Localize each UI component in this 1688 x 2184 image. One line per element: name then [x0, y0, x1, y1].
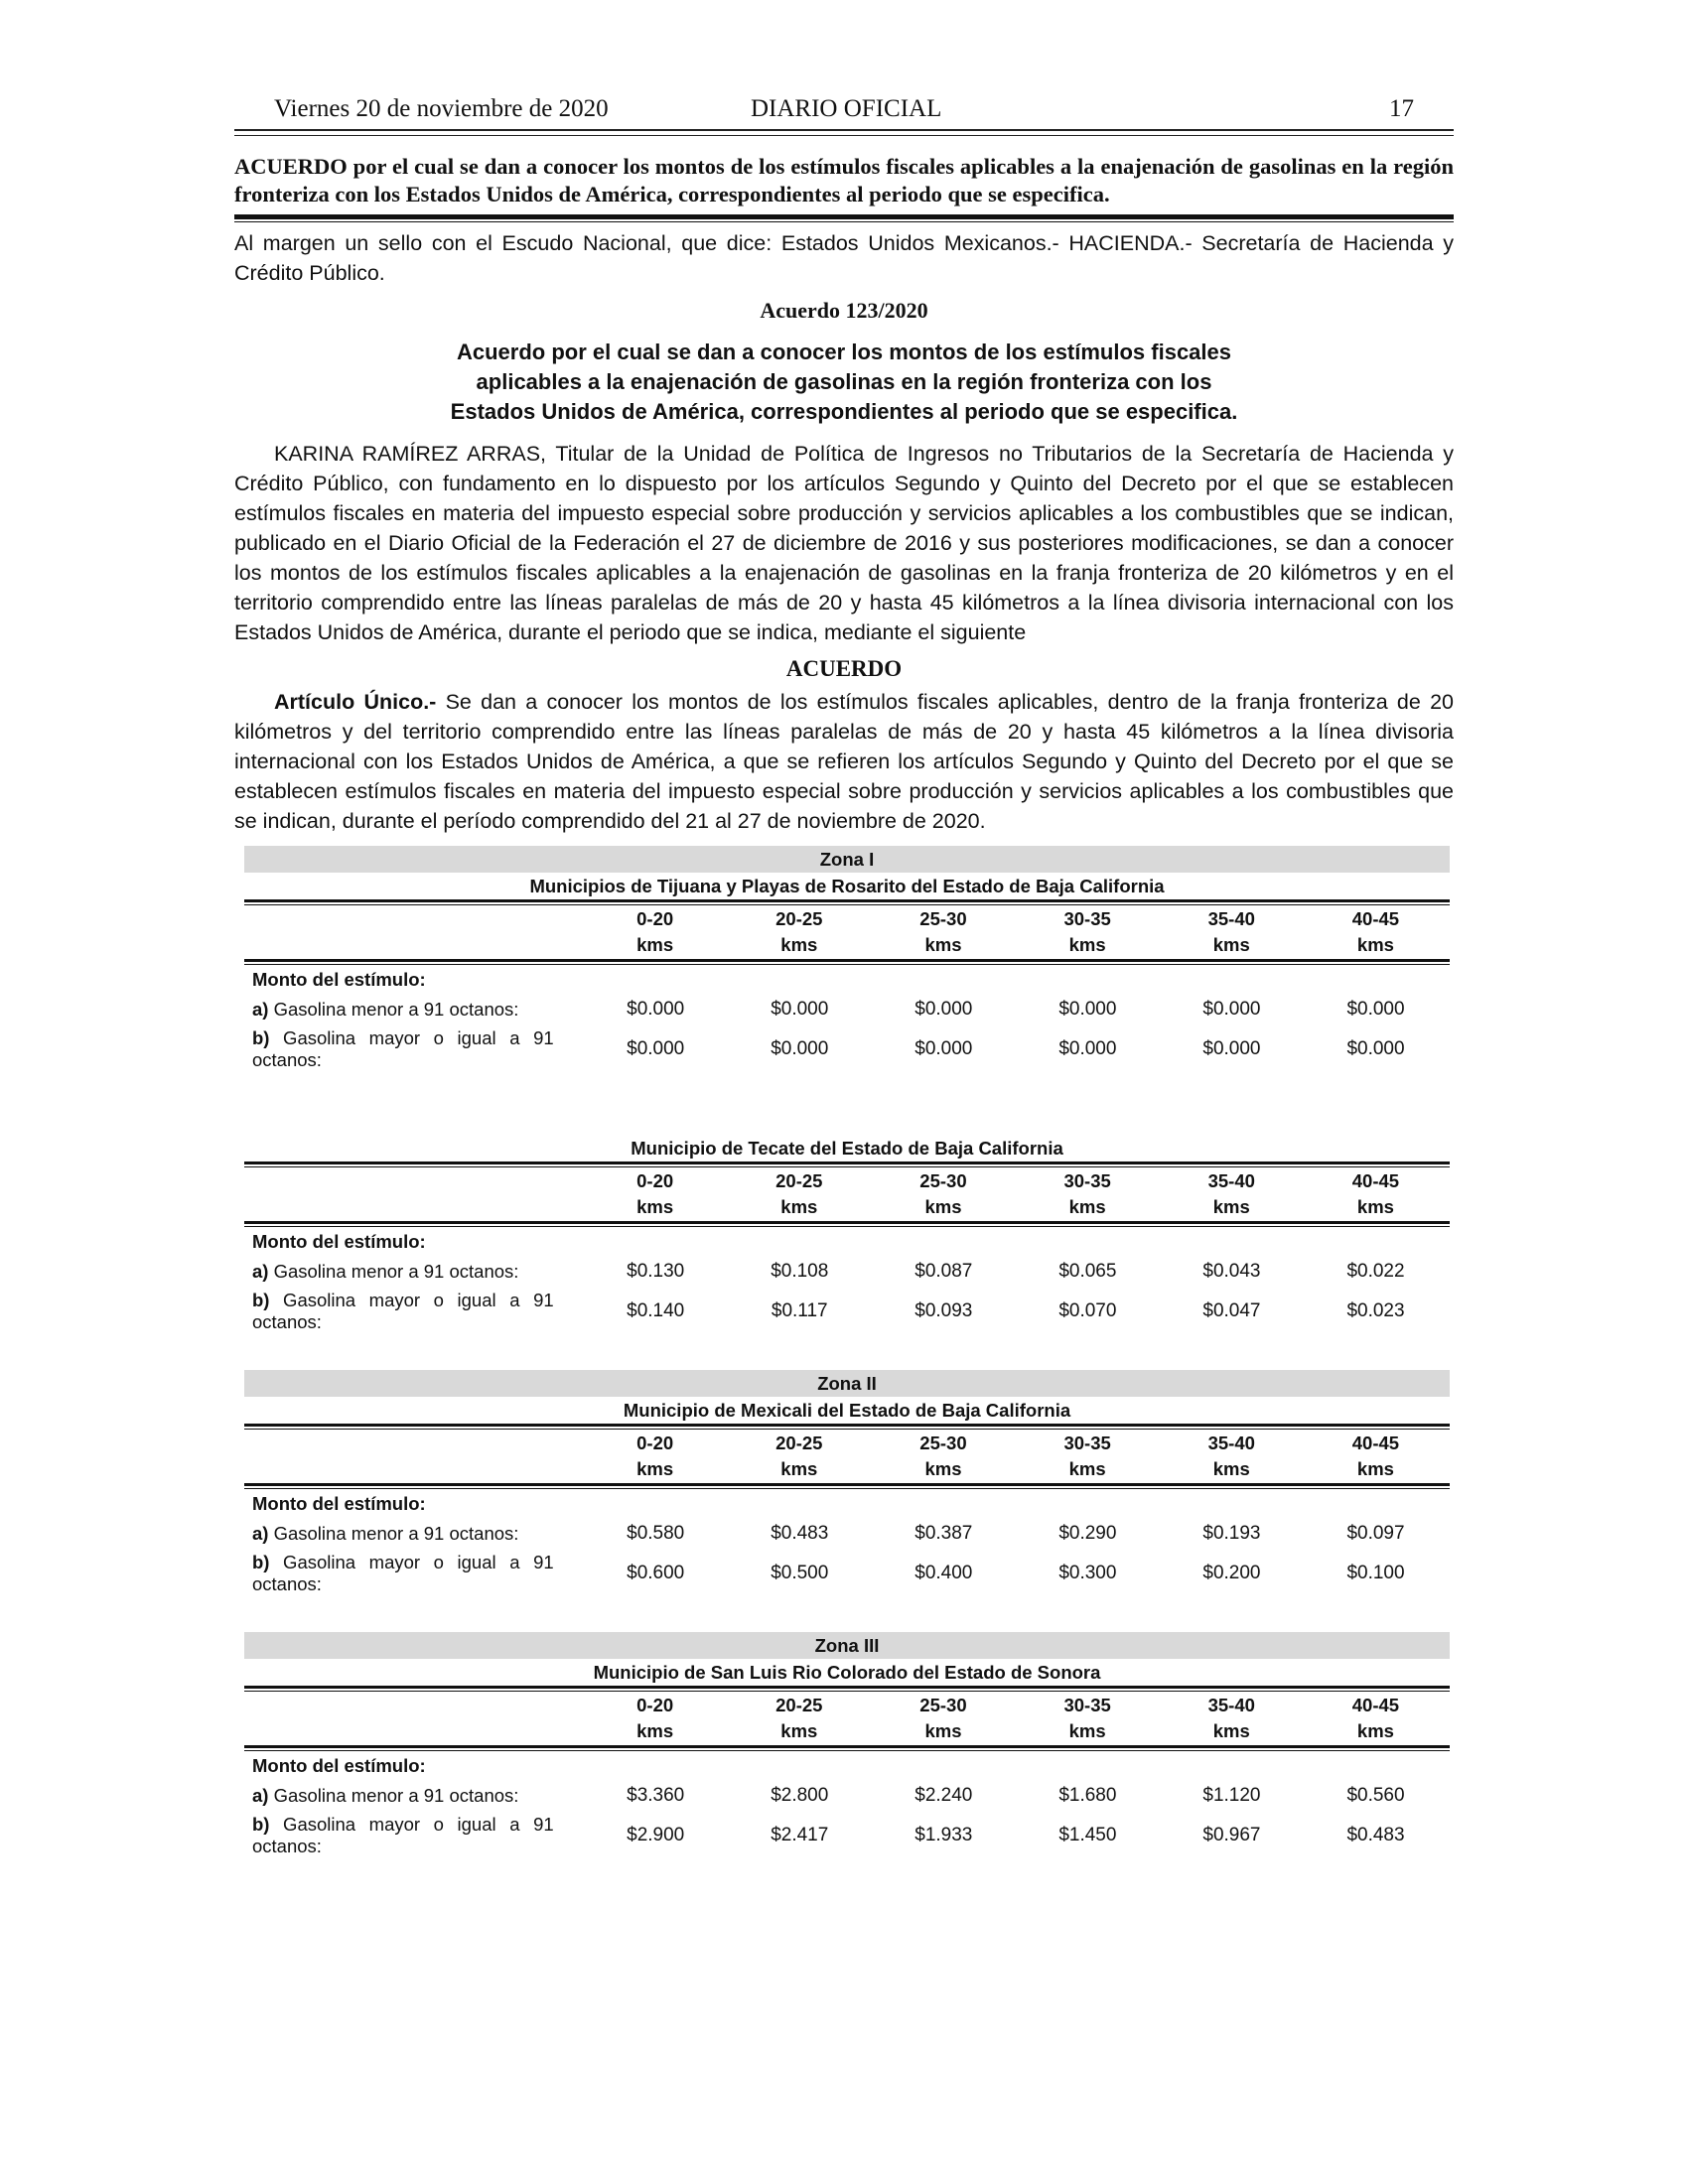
- table-rule: [244, 1483, 1450, 1486]
- column-range: 20-25: [775, 1695, 823, 1715]
- header-page-number: 17: [1389, 95, 1414, 122]
- articulo-unico: [234, 687, 1454, 836]
- row-label: [244, 1261, 586, 1283]
- column-range: 35-40: [1207, 1433, 1255, 1453]
- row-prefix: a): [252, 999, 269, 1020]
- table-cell: $0.130: [627, 1261, 685, 1282]
- column-unit: kms: [1356, 1458, 1394, 1479]
- table-rule: [244, 1424, 1450, 1427]
- column-header: [729, 1167, 869, 1221]
- table-cell: $0.000: [771, 999, 829, 1020]
- column-range: 25-30: [919, 1170, 967, 1191]
- row-prefix: a): [252, 1261, 269, 1282]
- table-cell: $0.290: [1058, 1523, 1117, 1544]
- header-spacer: [244, 1430, 585, 1483]
- table-cell: $0.000: [1058, 1038, 1117, 1059]
- table-cell: $3.360: [627, 1785, 685, 1806]
- row-text: Gasolina menor a 91 octanos:: [268, 999, 519, 1020]
- table-cell: $0.000: [627, 1038, 685, 1059]
- zone-label: Zona II: [244, 1370, 1450, 1397]
- column-range: 0-20: [636, 1695, 674, 1715]
- column-unit: kms: [636, 934, 674, 955]
- table-rule: [244, 1221, 1450, 1224]
- column-unit: kms: [924, 934, 962, 955]
- table-cell: $0.000: [771, 1038, 829, 1059]
- column-header: [1018, 1692, 1158, 1745]
- row-text: Gasolina menor a 91 octanos:: [268, 1785, 519, 1806]
- zone-label: Zona I: [244, 846, 1450, 873]
- column-range: 30-35: [1063, 1433, 1111, 1453]
- column-unit: kms: [780, 934, 818, 955]
- headline-rule-thin: [234, 221, 1454, 222]
- table-row: [244, 1257, 1450, 1287]
- monto-label: Monto del estímulo:: [252, 1231, 426, 1252]
- column-unit: kms: [1212, 1196, 1250, 1217]
- column-range: 25-30: [919, 908, 967, 929]
- column-header-row: [244, 1167, 1450, 1221]
- column-range: 35-40: [1207, 1170, 1255, 1191]
- municipality-title: Municipio de Mexicali del Estado de Baja California: [623, 1400, 1071, 1421]
- row-text: Gasolina mayor o igual a 91 octanos:: [252, 1027, 554, 1070]
- table-cell: $0.000: [914, 1038, 973, 1059]
- column-unit: kms: [1068, 1720, 1106, 1741]
- margin-note: Al margen un sello con el Escudo Nacional, que dice: Estados Unidos Mexicanos.- HACIENDA.- Secretaría de Hacienda y Crédito Público.: [234, 231, 1454, 285]
- column-range: 0-20: [636, 1170, 674, 1191]
- column-unit: kms: [1068, 1458, 1106, 1479]
- stimulus-table: [244, 1632, 1450, 1860]
- monto-label: Monto del estímulo:: [252, 1493, 426, 1514]
- table-cell: $2.800: [771, 1785, 829, 1806]
- row-label: [244, 1785, 586, 1807]
- row-prefix: a): [252, 1785, 269, 1806]
- table-cell: $0.580: [627, 1523, 685, 1544]
- column-header-row: [244, 1692, 1450, 1745]
- table-cell: $0.560: [1346, 1785, 1405, 1806]
- column-range: 40-45: [1351, 1170, 1400, 1191]
- column-unit: kms: [1212, 1720, 1250, 1741]
- table-cell: $1.680: [1058, 1785, 1117, 1806]
- table-cell: $0.093: [914, 1300, 973, 1321]
- column-unit: kms: [1212, 934, 1250, 955]
- headline-rule-thick: [234, 214, 1454, 219]
- column-header: [585, 1167, 725, 1221]
- column-range: 20-25: [775, 908, 823, 929]
- column-header: [1306, 1692, 1446, 1745]
- column-unit: kms: [1212, 1458, 1250, 1479]
- stimulus-table: [244, 1370, 1450, 1598]
- column-header: [873, 1430, 1013, 1483]
- column-header-row: [244, 905, 1450, 959]
- column-header: [729, 1430, 869, 1483]
- column-unit: kms: [636, 1196, 674, 1217]
- column-header: [1162, 1430, 1302, 1483]
- column-unit: kms: [924, 1458, 962, 1479]
- document-page: [234, 95, 1454, 1860]
- column-unit: kms: [780, 1196, 818, 1217]
- table-cell: $0.100: [1346, 1563, 1405, 1583]
- table-cell: $2.417: [771, 1825, 829, 1845]
- row-text: Gasolina mayor o igual a 91 octanos:: [252, 1552, 554, 1594]
- column-header: [1306, 1167, 1446, 1221]
- column-header: [729, 1692, 869, 1745]
- row-label: [244, 1814, 586, 1857]
- column-unit: kms: [924, 1196, 962, 1217]
- row-label: [244, 1027, 586, 1071]
- table-cell: $0.022: [1346, 1261, 1405, 1282]
- table-cell: $2.900: [627, 1825, 685, 1845]
- table-rule: [244, 1686, 1450, 1689]
- column-range: 0-20: [636, 908, 674, 929]
- table-cell: $1.450: [1058, 1825, 1117, 1845]
- column-unit: kms: [636, 1720, 674, 1741]
- table-cell: $0.047: [1202, 1300, 1261, 1321]
- table-cell: $1.933: [914, 1825, 973, 1845]
- column-range: 30-35: [1063, 1170, 1111, 1191]
- agreement-title: Acuerdo por el cual se dan a conocer los montos de los estímulos fiscales aplicables a la enajenación de gasolinas en la región fronteriza con los Estados Unidos de América, correspondientes al periodo que se especifica.: [450, 340, 1238, 424]
- table-rule: [244, 1161, 1450, 1164]
- column-unit: kms: [1068, 1196, 1106, 1217]
- column-header: [873, 905, 1013, 959]
- column-header: [1162, 905, 1302, 959]
- column-unit: kms: [1356, 934, 1394, 955]
- table-cell: $0.087: [914, 1261, 973, 1282]
- column-header: [1306, 1430, 1446, 1483]
- table-cell: $0.967: [1202, 1825, 1261, 1845]
- table-cell: $0.000: [1058, 999, 1117, 1020]
- table-cell: $0.600: [627, 1563, 685, 1583]
- table-cell: $0.117: [771, 1300, 828, 1321]
- column-unit: kms: [780, 1720, 818, 1741]
- row-prefix: b): [252, 1552, 270, 1572]
- table-cell: $0.140: [627, 1300, 685, 1321]
- table-cell: $2.240: [914, 1785, 973, 1806]
- table-cell: $0.000: [1346, 999, 1405, 1020]
- table-cell: $0.400: [914, 1563, 973, 1583]
- header-publication: DIARIO OFICIAL: [751, 95, 942, 122]
- header-spacer: [244, 1692, 585, 1745]
- column-header: [1306, 905, 1446, 959]
- stimulus-table: [244, 846, 1450, 1074]
- table-row: [244, 1781, 1450, 1811]
- zone-label: Zona III: [244, 1632, 1450, 1659]
- column-unit: kms: [1356, 1196, 1394, 1217]
- row-text: Gasolina mayor o igual a 91 octanos:: [252, 1814, 554, 1856]
- table-row: [244, 1024, 1450, 1074]
- row-label: [244, 1552, 586, 1595]
- column-range: 25-30: [919, 1433, 967, 1453]
- table-cell: $0.000: [914, 999, 973, 1020]
- column-range: 25-30: [919, 1695, 967, 1715]
- row-prefix: b): [252, 1027, 270, 1048]
- column-range: 40-45: [1351, 1433, 1400, 1453]
- acuerdo-heading: ACUERDO: [785, 656, 903, 681]
- table-cell: $0.200: [1202, 1563, 1261, 1583]
- agreement-number: Acuerdo 123/2020: [760, 298, 928, 323]
- table-row: [244, 1549, 1450, 1598]
- column-header: [873, 1692, 1013, 1745]
- column-unit: kms: [924, 1720, 962, 1741]
- zone-label: [244, 1108, 1450, 1135]
- column-header: [873, 1167, 1013, 1221]
- table-cell: $0.387: [914, 1523, 973, 1544]
- header-date: Viernes 20 de noviembre de 2020: [274, 95, 609, 122]
- municipality-title: Municipios de Tijuana y Playas de Rosarito del Estado de Baja California: [529, 876, 1165, 896]
- table-row: [244, 995, 1450, 1024]
- table-cell: $0.483: [1346, 1825, 1405, 1845]
- table-row: [244, 1811, 1450, 1860]
- column-header: [585, 905, 725, 959]
- table-cell: $0.000: [1202, 999, 1261, 1020]
- table-cell: $0.000: [1346, 1038, 1405, 1059]
- column-unit: kms: [780, 1458, 818, 1479]
- row-label: [244, 1523, 586, 1545]
- column-range: 20-25: [775, 1170, 823, 1191]
- municipality-title: Municipio de San Luis Rio Colorado del Estado de Sonora: [593, 1662, 1101, 1683]
- column-header: [585, 1692, 725, 1745]
- table-cell: $0.043: [1202, 1261, 1261, 1282]
- column-header: [585, 1430, 725, 1483]
- stimulus-table: [244, 1108, 1450, 1336]
- monto-label: Monto del estímulo:: [252, 1755, 426, 1776]
- column-range: 35-40: [1207, 908, 1255, 929]
- column-unit: kms: [636, 1458, 674, 1479]
- column-header: [1018, 905, 1158, 959]
- table-cell: $0.483: [771, 1523, 829, 1544]
- table-cell: $0.065: [1058, 1261, 1117, 1282]
- row-text: Gasolina menor a 91 octanos:: [268, 1523, 519, 1544]
- column-range: 40-45: [1351, 1695, 1400, 1715]
- column-range: 40-45: [1351, 908, 1400, 929]
- column-header: [729, 905, 869, 959]
- headline: ACUERDO por el cual se dan a conocer los montos de los estímulos fiscales aplicables a la enajenación de gasolinas en la región fronteriza con los Estados Unidos de América, correspondientes al periodo que se especifica.: [234, 154, 1454, 206]
- table-row: [244, 1519, 1450, 1549]
- row-label: [244, 1290, 586, 1333]
- column-range: 30-35: [1063, 1695, 1111, 1715]
- row-text: Gasolina mayor o igual a 91 octanos:: [252, 1290, 554, 1332]
- column-range: 20-25: [775, 1433, 823, 1453]
- row-prefix: b): [252, 1814, 270, 1835]
- column-header: [1018, 1167, 1158, 1221]
- column-range: 35-40: [1207, 1695, 1255, 1715]
- row-prefix: a): [252, 1523, 269, 1544]
- column-range: 0-20: [636, 1433, 674, 1453]
- column-header: [1162, 1167, 1302, 1221]
- header-spacer: [244, 1167, 585, 1221]
- column-header-row: [244, 1430, 1450, 1483]
- column-range: 30-35: [1063, 908, 1111, 929]
- table-cell: $0.500: [771, 1563, 829, 1583]
- stimulus-tables: [234, 846, 1454, 1860]
- row-prefix: b): [252, 1290, 270, 1310]
- table-row: [244, 1287, 1450, 1336]
- table-cell: $1.120: [1202, 1785, 1261, 1806]
- intro-paragraph: KARINA RAMÍREZ ARRAS, Titular de la Unidad de Política de Ingresos no Tributarios de la Secretaría de Hacienda y Crédito Público, con fundamento en lo dispuesto por los artículos Segundo y Quinto del Decreto por el que se establecen estímulos fiscales en materia del impuesto especial sobre producción y servicios aplicables a los combustibles que se indican, publicado en el Diario Oficial de la Federación el 27 de diciembre de 2016 y sus posteriores modificaciones, se dan a conocer los montos de los estímulos fiscales aplicables a la enajenación de gasolinas en la franja fronteriza de 20 kilómetros y en el territorio comprendido entre las líneas paralelas de más de 20 y hasta 45 kilómetros a la línea divisoria internacional con los Estados Unidos de América, durante el periodo que se indica, mediante el siguiente: [234, 442, 1454, 644]
- table-cell: $0.097: [1346, 1523, 1405, 1544]
- table-rule: [244, 1745, 1450, 1748]
- monto-label: Monto del estímulo:: [252, 969, 426, 990]
- column-header: [1162, 1692, 1302, 1745]
- table-cell: $0.300: [1058, 1563, 1117, 1583]
- table-rule: [244, 899, 1450, 902]
- table-cell: $0.193: [1202, 1523, 1261, 1544]
- running-header: [234, 95, 1454, 131]
- table-cell: $0.108: [771, 1261, 829, 1282]
- table-cell: $0.000: [627, 999, 685, 1020]
- row-label: [244, 999, 586, 1021]
- articulo-text: Se dan a conocer los montos de los estímulos fiscales aplicables, dentro de la franja fronteriza de 20 kilómetros y del territorio comprendido entre las líneas paralelas de más de 20 y hasta 45 kilómetros a la línea divisoria internacional con los Estados Unidos de América, a que se refieren los artículos Segundo y Quinto del Decreto por el que se establecen estímulos fiscales en materia del impuesto especial sobre producción y servicios aplicables a los combustibles que se indican, durante el período comprendido del 21 al 27 de noviembre de 2020.: [234, 690, 1454, 833]
- header-spacer: [244, 905, 585, 959]
- column-unit: kms: [1068, 934, 1106, 955]
- table-rule: [244, 959, 1450, 962]
- column-unit: kms: [1356, 1720, 1394, 1741]
- table-cell: $0.070: [1058, 1300, 1117, 1321]
- table-cell: $0.023: [1346, 1300, 1405, 1321]
- municipality-title: Municipio de Tecate del Estado de Baja California: [631, 1138, 1063, 1159]
- articulo-label: Artículo Único.-: [274, 690, 437, 714]
- row-text: Gasolina menor a 91 octanos:: [268, 1261, 519, 1282]
- table-cell: $0.000: [1202, 1038, 1261, 1059]
- column-header: [1018, 1430, 1158, 1483]
